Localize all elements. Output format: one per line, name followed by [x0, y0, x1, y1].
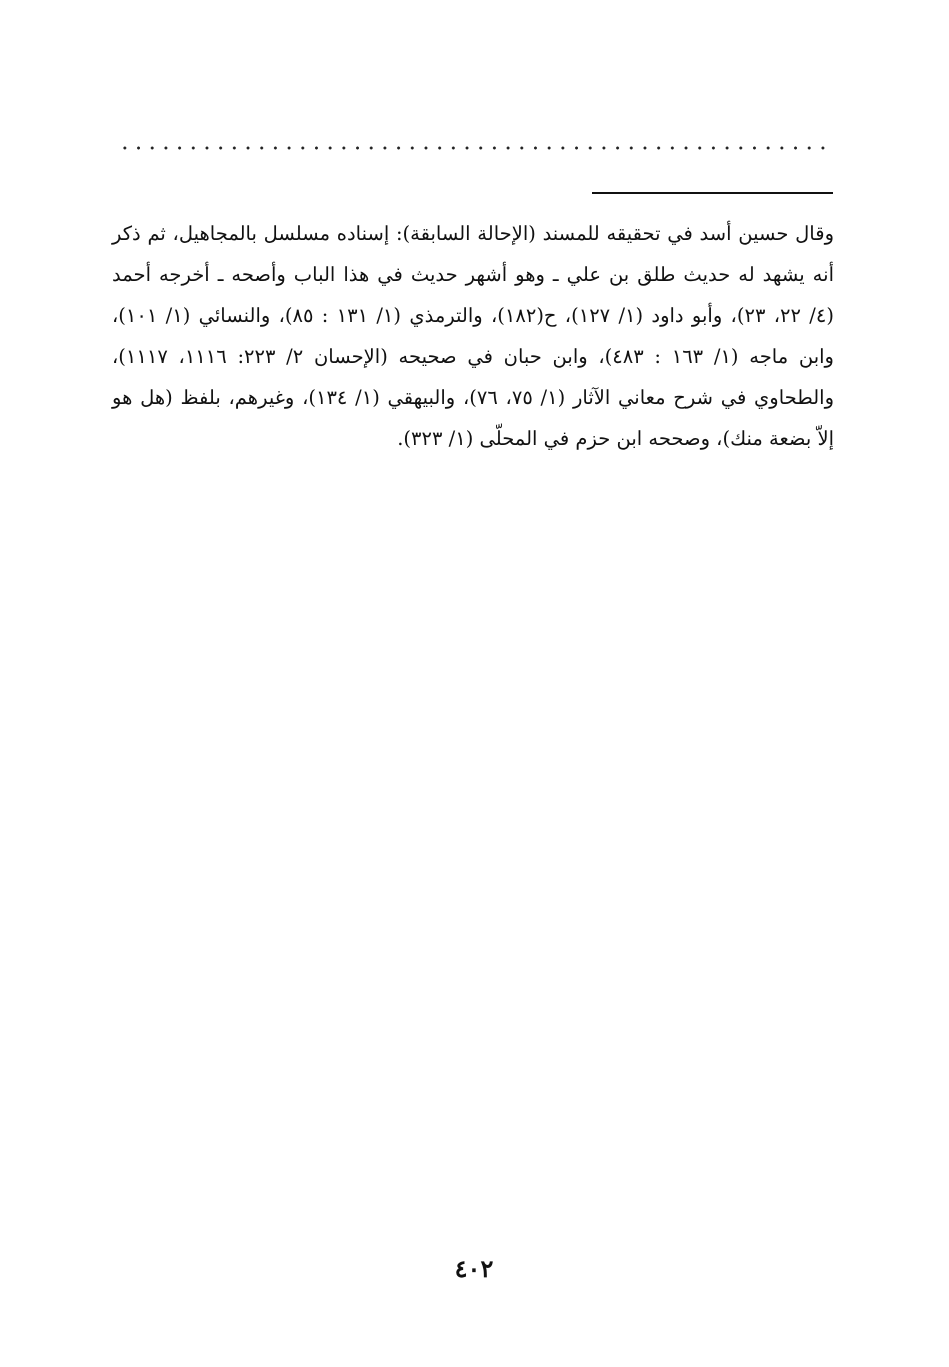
- page-number: ٤٠٢: [454, 1254, 494, 1283]
- dotted-separator: [118, 146, 832, 150]
- footnote-separator-line: [592, 192, 833, 194]
- footnote-block: [112, 213, 834, 459]
- footnote-paragraph: وقال حسين أسد في تحقيقه للمسند (الإحالة السابقة): إسناده مسلسل بالمجاهيل، ثم ذكر أنه يشهد له حديث طلق بن علي ـ وهو أشهر حديث في هذا الباب وأصحه ـ أخرجه أحمد (٤/ ٢٢، ٢٣)، وأبو داود (١/ ١٢٧)، ح(١٨٢)، والترمذي (١/ ١٣١ : ٨٥)، والنسائي (١/ ١٠١)، وابن ماجه (١/ ١٦٣ : ٤٨٣)، وابن حبان في صحيحه (الإحسان ٢/ ٢٢٣: ١١١٦، ١١١٧)، والطحاوي في شرح معاني الآثار (١/ ٧٥، ٧٦)، والبيهقي (١/ ١٣٤)، وغيرهم، بلفظ (هل هو إلاّ بضعة منك)، وصححه ابن حزم في المحلّى (١/ ٣٢٣).: [112, 222, 834, 450]
